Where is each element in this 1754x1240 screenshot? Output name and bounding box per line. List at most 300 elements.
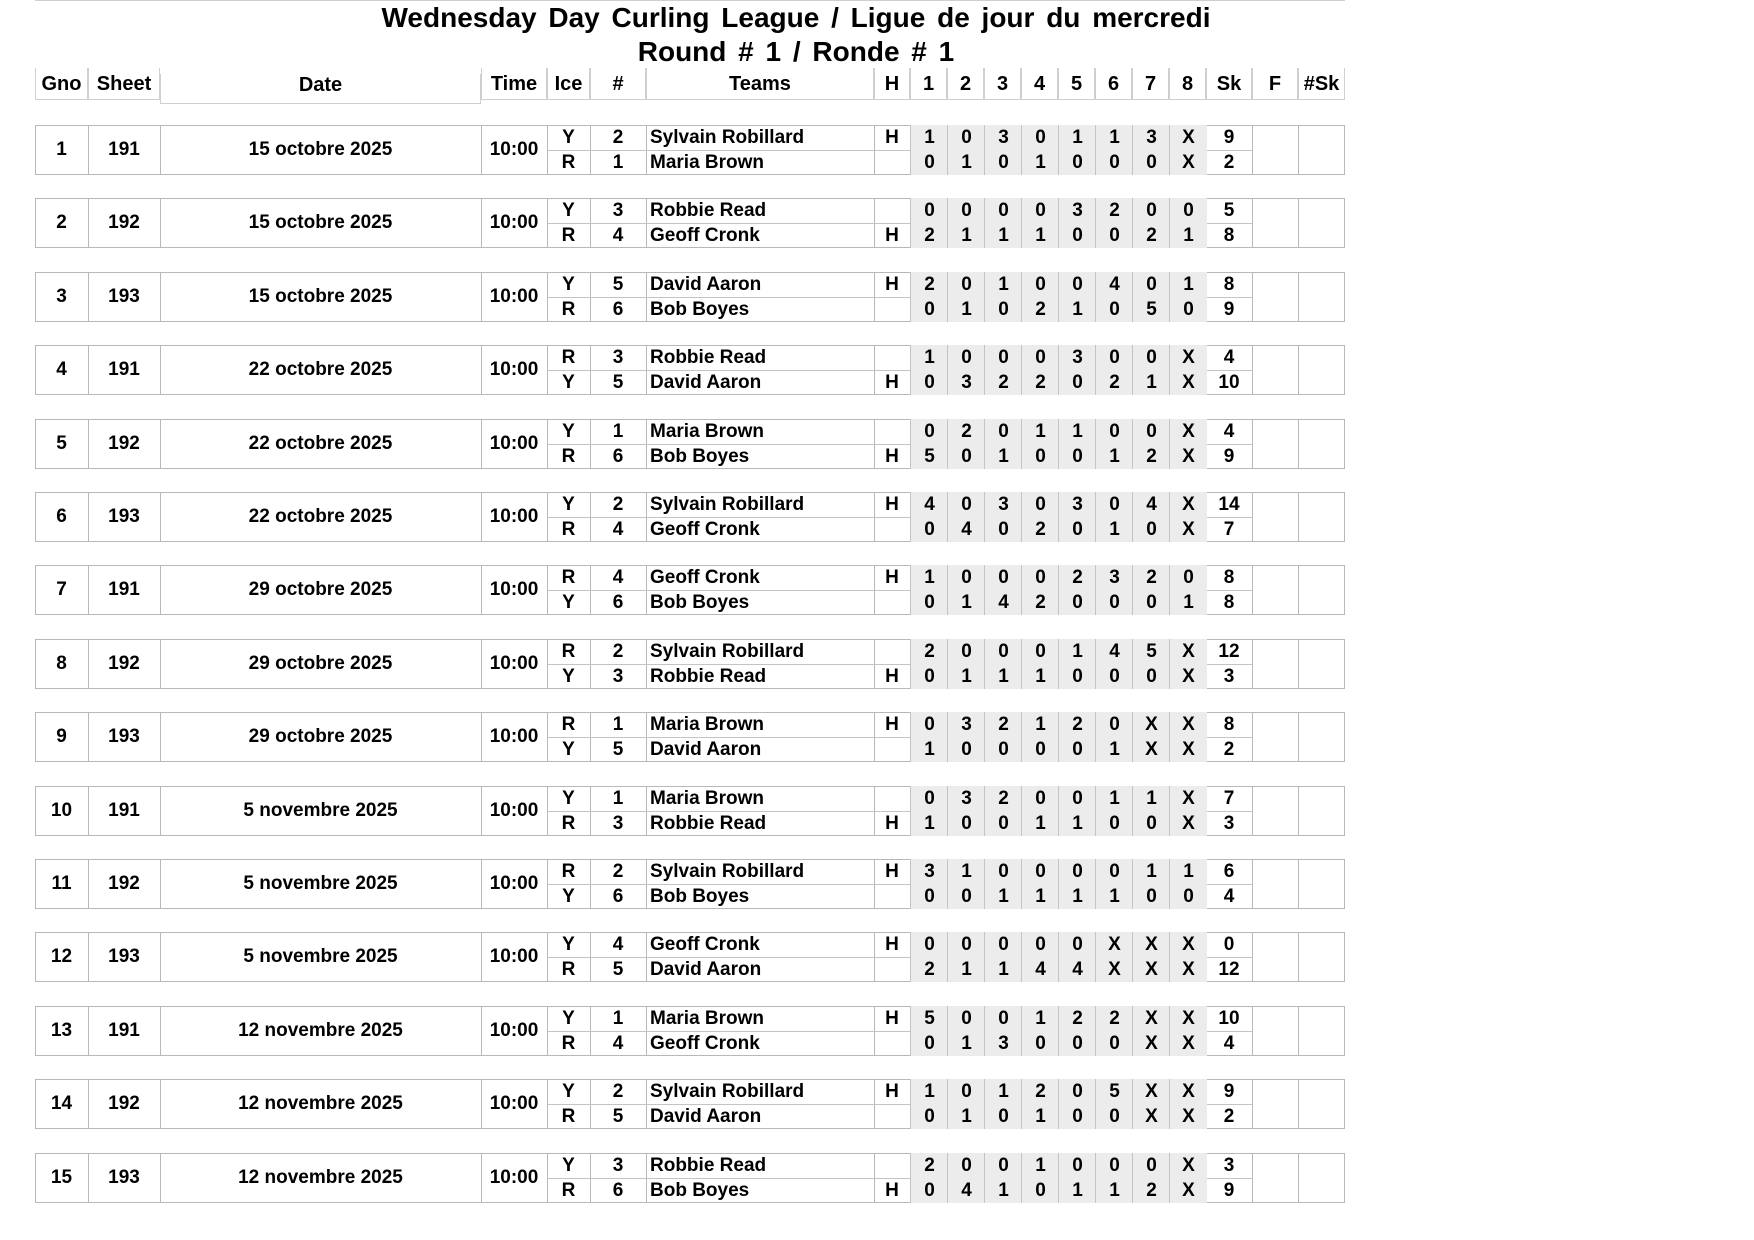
game-block xyxy=(35,198,1345,248)
sheet-number: 191 xyxy=(108,139,140,160)
hammer-mark: H xyxy=(885,494,899,515)
end-score: 5 xyxy=(1132,639,1170,664)
end-score: 1 xyxy=(984,664,1022,689)
end-score: 1 xyxy=(910,1079,948,1104)
ice-color: Y xyxy=(562,200,575,221)
end-score: 2 xyxy=(1132,1178,1170,1203)
end-score: 1 xyxy=(947,1104,985,1129)
end-score: 0 xyxy=(1058,150,1096,175)
skip-score: 4 xyxy=(1223,1033,1235,1054)
end-score: 2 xyxy=(910,1153,948,1178)
end-score: X xyxy=(1169,150,1207,175)
team-name: Sylvain Robillard xyxy=(650,1081,805,1102)
ice-color: Y xyxy=(562,1081,575,1102)
sheet-number: 192 xyxy=(108,1093,140,1114)
end-score: 3 xyxy=(947,712,985,737)
end-score: 0 xyxy=(910,590,948,615)
game-time: 10:00 xyxy=(489,212,539,233)
end-score: 1 xyxy=(1169,590,1207,615)
hammer-mark: H xyxy=(885,813,899,834)
end-score: 0 xyxy=(1058,1031,1096,1056)
header-skip-number: #Sk xyxy=(1298,68,1345,100)
skip-score: 12 xyxy=(1218,641,1240,662)
header-end-3: 3 xyxy=(984,68,1021,100)
team-name: Bob Boyes xyxy=(650,886,750,907)
end-score: 0 xyxy=(1095,1104,1133,1129)
team-number: 4 xyxy=(612,567,624,588)
team-number: 1 xyxy=(612,152,624,173)
skip-score: 4 xyxy=(1223,347,1235,368)
end-score: 0 xyxy=(1058,517,1096,542)
ice-color: R xyxy=(561,959,576,980)
team-name: Geoff Cronk xyxy=(650,934,760,955)
team-number: 2 xyxy=(612,1081,624,1102)
column-divider xyxy=(1252,932,1253,982)
end-score: 0 xyxy=(1095,664,1133,689)
page-subtitle: Round # 1 / Ronde # 1 xyxy=(637,36,955,67)
end-score: 3 xyxy=(984,1031,1022,1056)
end-score: 0 xyxy=(1058,444,1096,469)
ice-color: Y xyxy=(562,666,575,687)
skip-score: 2 xyxy=(1223,152,1235,173)
game-time: 10:00 xyxy=(489,139,539,160)
team-name: David Aaron xyxy=(650,959,762,980)
end-score: 2 xyxy=(910,223,948,248)
column-divider xyxy=(1298,198,1299,248)
end-score: 0 xyxy=(1058,370,1096,395)
team-number: 2 xyxy=(612,127,624,148)
game-date: 22 octobre 2025 xyxy=(248,506,393,527)
end-score: X xyxy=(1132,957,1170,982)
end-score: 2 xyxy=(984,712,1022,737)
end-score: 0 xyxy=(984,297,1022,322)
end-score: 0 xyxy=(984,1104,1022,1129)
skip-score: 9 xyxy=(1223,446,1235,467)
end-score: 0 xyxy=(910,932,948,957)
end-score: 0 xyxy=(1058,932,1096,957)
column-divider xyxy=(1252,786,1253,836)
header-end-6: 6 xyxy=(1095,68,1132,100)
game-number: 12 xyxy=(50,946,73,967)
skip-score: 14 xyxy=(1218,494,1240,515)
hammer-mark xyxy=(874,1104,910,1129)
end-score: 0 xyxy=(1058,737,1096,762)
header-end-7: 7 xyxy=(1132,68,1169,100)
end-score: 0 xyxy=(1058,1104,1096,1129)
end-score: 0 xyxy=(1132,1153,1170,1178)
end-score: X xyxy=(1169,444,1207,469)
game-date: 15 octobre 2025 xyxy=(248,139,393,160)
ice-color: Y xyxy=(562,788,575,809)
team-number: 3 xyxy=(612,347,624,368)
end-score: X xyxy=(1132,712,1170,737)
end-score: 1 xyxy=(910,811,948,836)
end-score: 0 xyxy=(1058,1153,1096,1178)
end-score: 3 xyxy=(1132,125,1170,150)
game-date: 12 novembre 2025 xyxy=(238,1020,403,1041)
ice-color: Y xyxy=(562,592,575,613)
end-score: 1 xyxy=(1021,712,1059,737)
end-score: 0 xyxy=(1021,444,1059,469)
end-score: 0 xyxy=(947,884,985,909)
sheet-number: 192 xyxy=(108,653,140,674)
header-end-5: 5 xyxy=(1058,68,1095,100)
end-score: X xyxy=(1132,737,1170,762)
end-score: 1 xyxy=(947,150,985,175)
column-divider xyxy=(1252,859,1253,909)
end-score: 0 xyxy=(1021,198,1059,223)
end-score: 0 xyxy=(910,1178,948,1203)
game-time: 10:00 xyxy=(489,1020,539,1041)
end-score: 2 xyxy=(910,639,948,664)
end-score: 1 xyxy=(1169,859,1207,884)
end-score: 3 xyxy=(1058,198,1096,223)
team-number: 4 xyxy=(612,519,624,540)
hammer-mark xyxy=(874,737,910,762)
end-score: 0 xyxy=(1132,517,1170,542)
skip-score: 5 xyxy=(1223,200,1235,221)
game-date: 22 octobre 2025 xyxy=(248,359,393,380)
game-time: 10:00 xyxy=(489,506,539,527)
end-score: 1 xyxy=(1058,125,1096,150)
ice-color: Y xyxy=(562,274,575,295)
ice-color: Y xyxy=(562,1155,575,1176)
team-name: Robbie Read xyxy=(650,200,767,221)
end-score: 0 xyxy=(910,419,948,444)
end-score: 0 xyxy=(1058,859,1096,884)
end-score: 0 xyxy=(947,444,985,469)
team-name: Maria Brown xyxy=(650,421,765,442)
team-number: 3 xyxy=(612,813,624,834)
end-score: 0 xyxy=(1058,786,1096,811)
team-name: Maria Brown xyxy=(650,152,765,173)
end-score: X xyxy=(1169,1104,1207,1129)
end-score: 1 xyxy=(1095,884,1133,909)
ice-color: R xyxy=(561,1033,576,1054)
end-score: 1 xyxy=(1095,1178,1133,1203)
end-score: 1 xyxy=(1058,297,1096,322)
end-score: 1 xyxy=(1058,639,1096,664)
end-score: 0 xyxy=(1021,492,1059,517)
game-date: 22 octobre 2025 xyxy=(248,433,393,454)
end-score: X xyxy=(1169,786,1207,811)
team-number: 6 xyxy=(612,592,624,613)
skip-score: 3 xyxy=(1223,1155,1235,1176)
game-block xyxy=(35,419,1345,469)
end-score: 0 xyxy=(910,297,948,322)
end-score: 0 xyxy=(1021,932,1059,957)
game-block xyxy=(35,492,1345,542)
skip-score: 8 xyxy=(1223,714,1235,735)
end-score: 3 xyxy=(947,786,985,811)
end-score: X xyxy=(1169,125,1207,150)
end-score: 0 xyxy=(1021,859,1059,884)
team-number: 2 xyxy=(612,641,624,662)
ice-color: Y xyxy=(562,739,575,760)
end-score: X xyxy=(1169,1178,1207,1203)
end-score: 2 xyxy=(1021,517,1059,542)
team-number: 3 xyxy=(612,200,624,221)
end-score: 4 xyxy=(1095,272,1133,297)
game-block xyxy=(35,639,1345,689)
team-name: David Aaron xyxy=(650,274,762,295)
game-time: 10:00 xyxy=(489,946,539,967)
end-score: 1 xyxy=(947,1031,985,1056)
header-end-4: 4 xyxy=(1021,68,1058,100)
end-score: 1 xyxy=(1095,517,1133,542)
end-score: 0 xyxy=(1132,590,1170,615)
game-block xyxy=(35,565,1345,615)
end-score: 1 xyxy=(1132,859,1170,884)
team-name: Geoff Cronk xyxy=(650,1033,760,1054)
team-number: 1 xyxy=(612,421,624,442)
team-number: 1 xyxy=(612,788,624,809)
end-score: 1 xyxy=(1021,664,1059,689)
game-block xyxy=(35,932,1345,982)
sheet-number: 193 xyxy=(108,286,140,307)
end-score: X xyxy=(1132,1031,1170,1056)
skip-score: 3 xyxy=(1223,813,1235,834)
end-score: 0 xyxy=(910,712,948,737)
end-score: 2 xyxy=(1132,444,1170,469)
end-score: 0 xyxy=(1058,1079,1096,1104)
header-time: Time xyxy=(481,68,547,100)
column-divider xyxy=(1298,859,1299,909)
ice-color: R xyxy=(561,1180,576,1201)
sheet-number: 193 xyxy=(108,506,140,527)
header-final: F xyxy=(1252,68,1298,100)
end-score: 0 xyxy=(1058,664,1096,689)
end-score: X xyxy=(1169,1153,1207,1178)
skip-score: 10 xyxy=(1218,372,1240,393)
end-score: 2 xyxy=(1021,1079,1059,1104)
game-date: 12 novembre 2025 xyxy=(238,1093,403,1114)
end-score: 0 xyxy=(1169,297,1207,322)
end-score: 0 xyxy=(1132,272,1170,297)
column-divider xyxy=(1252,345,1253,395)
end-score: X xyxy=(1169,712,1207,737)
game-block xyxy=(35,859,1345,909)
team-number: 4 xyxy=(612,1033,624,1054)
game-block xyxy=(35,1153,1345,1203)
sheet-number: 192 xyxy=(108,212,140,233)
end-score: X xyxy=(1169,517,1207,542)
game-number: 3 xyxy=(56,286,67,307)
end-score: 0 xyxy=(947,811,985,836)
end-score: 2 xyxy=(947,419,985,444)
end-score: 0 xyxy=(947,737,985,762)
team-number: 2 xyxy=(612,861,624,882)
game-time: 10:00 xyxy=(489,359,539,380)
game-number: 8 xyxy=(56,653,67,674)
end-score: 4 xyxy=(1095,639,1133,664)
end-score: 1 xyxy=(1021,1006,1059,1031)
ice-color: R xyxy=(561,641,576,662)
page-title: Wednesday Day Curling League / Ligue de jour du mercredi xyxy=(381,2,1211,33)
end-score: 2 xyxy=(984,370,1022,395)
end-score: 1 xyxy=(1169,272,1207,297)
column-divider xyxy=(1298,1006,1299,1056)
end-score: 1 xyxy=(1021,1153,1059,1178)
skip-score: 9 xyxy=(1223,299,1235,320)
game-date: 5 novembre 2025 xyxy=(243,946,398,967)
team-name: Maria Brown xyxy=(650,1008,765,1029)
end-score: 2 xyxy=(1021,370,1059,395)
end-score: 0 xyxy=(947,1006,985,1031)
end-score: 1 xyxy=(1058,1178,1096,1203)
end-score: 3 xyxy=(984,125,1022,150)
game-number: 11 xyxy=(51,873,72,894)
end-score: 1 xyxy=(1021,419,1059,444)
hammer-mark xyxy=(874,1031,910,1056)
sheet-number: 191 xyxy=(108,800,140,821)
team-name: Bob Boyes xyxy=(650,446,750,467)
end-score: 2 xyxy=(910,957,948,982)
end-score: 0 xyxy=(984,811,1022,836)
game-time: 10:00 xyxy=(489,1093,539,1114)
column-divider xyxy=(1298,272,1299,322)
end-score: 0 xyxy=(984,1153,1022,1178)
end-score: 0 xyxy=(1095,712,1133,737)
end-score: 0 xyxy=(1095,1031,1133,1056)
end-score: 1 xyxy=(1058,811,1096,836)
end-score: 3 xyxy=(910,859,948,884)
end-score: 5 xyxy=(1095,1079,1133,1104)
end-score: 0 xyxy=(1021,345,1059,370)
end-score: 1 xyxy=(984,223,1022,248)
hammer-mark: H xyxy=(885,567,899,588)
hammer-mark xyxy=(874,639,910,664)
end-score: 1 xyxy=(1132,370,1170,395)
end-score: 3 xyxy=(1095,565,1133,590)
end-score: 0 xyxy=(947,639,985,664)
end-score: 2 xyxy=(984,786,1022,811)
skip-score: 9 xyxy=(1223,1081,1235,1102)
ice-color: Y xyxy=(562,421,575,442)
header-teams: Teams xyxy=(646,68,874,100)
game-block xyxy=(35,712,1345,762)
header-sheet: Sheet xyxy=(88,68,160,100)
end-score: 1 xyxy=(1095,444,1133,469)
game-time: 10:00 xyxy=(489,873,539,894)
game-time: 10:00 xyxy=(489,653,539,674)
team-name: Sylvain Robillard xyxy=(650,494,805,515)
column-divider xyxy=(1298,1153,1299,1203)
skip-score: 7 xyxy=(1223,519,1235,540)
end-score: 0 xyxy=(1021,125,1059,150)
team-name: Geoff Cronk xyxy=(650,519,760,540)
ice-color: R xyxy=(561,567,576,588)
ice-color: R xyxy=(561,519,576,540)
end-score: 0 xyxy=(947,932,985,957)
end-score: 1 xyxy=(947,664,985,689)
hammer-mark: H xyxy=(885,934,899,955)
column-divider xyxy=(1252,198,1253,248)
end-score: 0 xyxy=(1095,150,1133,175)
end-score: 1 xyxy=(1021,884,1059,909)
end-score: 2 xyxy=(1021,590,1059,615)
column-divider xyxy=(1252,125,1253,175)
header-end-1: 1 xyxy=(910,68,947,100)
column-divider xyxy=(1252,492,1253,542)
end-score: 2 xyxy=(1058,1006,1096,1031)
game-number: 9 xyxy=(56,726,67,747)
end-score: 0 xyxy=(984,150,1022,175)
game-block xyxy=(35,1079,1345,1129)
ice-color: R xyxy=(561,714,576,735)
end-score: X xyxy=(1132,932,1170,957)
game-date: 29 octobre 2025 xyxy=(248,726,393,747)
end-score: 0 xyxy=(1169,198,1207,223)
end-score: 0 xyxy=(910,1031,948,1056)
end-score: 0 xyxy=(1095,492,1133,517)
end-score: 0 xyxy=(910,664,948,689)
end-score: 0 xyxy=(984,517,1022,542)
column-divider xyxy=(1252,639,1253,689)
end-score: 1 xyxy=(1058,884,1096,909)
hammer-mark xyxy=(874,345,910,370)
end-score: 0 xyxy=(910,150,948,175)
end-score: 0 xyxy=(1132,664,1170,689)
end-score: 1 xyxy=(947,590,985,615)
team-number: 6 xyxy=(612,299,624,320)
team-number: 5 xyxy=(612,1106,624,1127)
team-number: 6 xyxy=(612,1180,624,1201)
game-date: 29 octobre 2025 xyxy=(248,579,393,600)
end-score: 0 xyxy=(1095,297,1133,322)
game-number: 13 xyxy=(50,1020,73,1041)
team-name: Bob Boyes xyxy=(650,299,750,320)
skip-score: 2 xyxy=(1223,739,1235,760)
header-end-8: 8 xyxy=(1169,68,1206,100)
end-score: 2 xyxy=(1095,198,1133,223)
hammer-mark: H xyxy=(885,274,899,295)
game-time: 10:00 xyxy=(489,433,539,454)
header-skip-score: Sk xyxy=(1206,68,1252,100)
column-divider xyxy=(1298,565,1299,615)
end-score: X xyxy=(1132,1006,1170,1031)
hammer-mark xyxy=(874,150,910,175)
game-time: 10:00 xyxy=(489,579,539,600)
end-score: X xyxy=(1169,1031,1207,1056)
end-score: X xyxy=(1169,737,1207,762)
end-score: X xyxy=(1169,345,1207,370)
game-block xyxy=(35,786,1345,836)
end-score: 0 xyxy=(910,884,948,909)
column-divider xyxy=(1252,272,1253,322)
end-score: 0 xyxy=(947,1079,985,1104)
end-score: 0 xyxy=(984,639,1022,664)
end-score: X xyxy=(1132,1104,1170,1129)
end-score: 1 xyxy=(1095,737,1133,762)
end-score: 0 xyxy=(1058,590,1096,615)
end-score: 2 xyxy=(1058,712,1096,737)
column-divider xyxy=(1252,712,1253,762)
skip-score: 4 xyxy=(1223,421,1235,442)
game-date: 15 octobre 2025 xyxy=(248,212,393,233)
end-score: 0 xyxy=(947,1153,985,1178)
end-score: 1 xyxy=(947,957,985,982)
end-score: 0 xyxy=(1095,223,1133,248)
team-name: David Aaron xyxy=(650,1106,762,1127)
end-score: 0 xyxy=(910,370,948,395)
hammer-mark xyxy=(874,1153,910,1178)
end-score: X xyxy=(1169,419,1207,444)
end-score: 0 xyxy=(1095,1153,1133,1178)
hammer-mark xyxy=(874,590,910,615)
team-number: 1 xyxy=(612,714,624,735)
game-block xyxy=(35,1006,1345,1056)
